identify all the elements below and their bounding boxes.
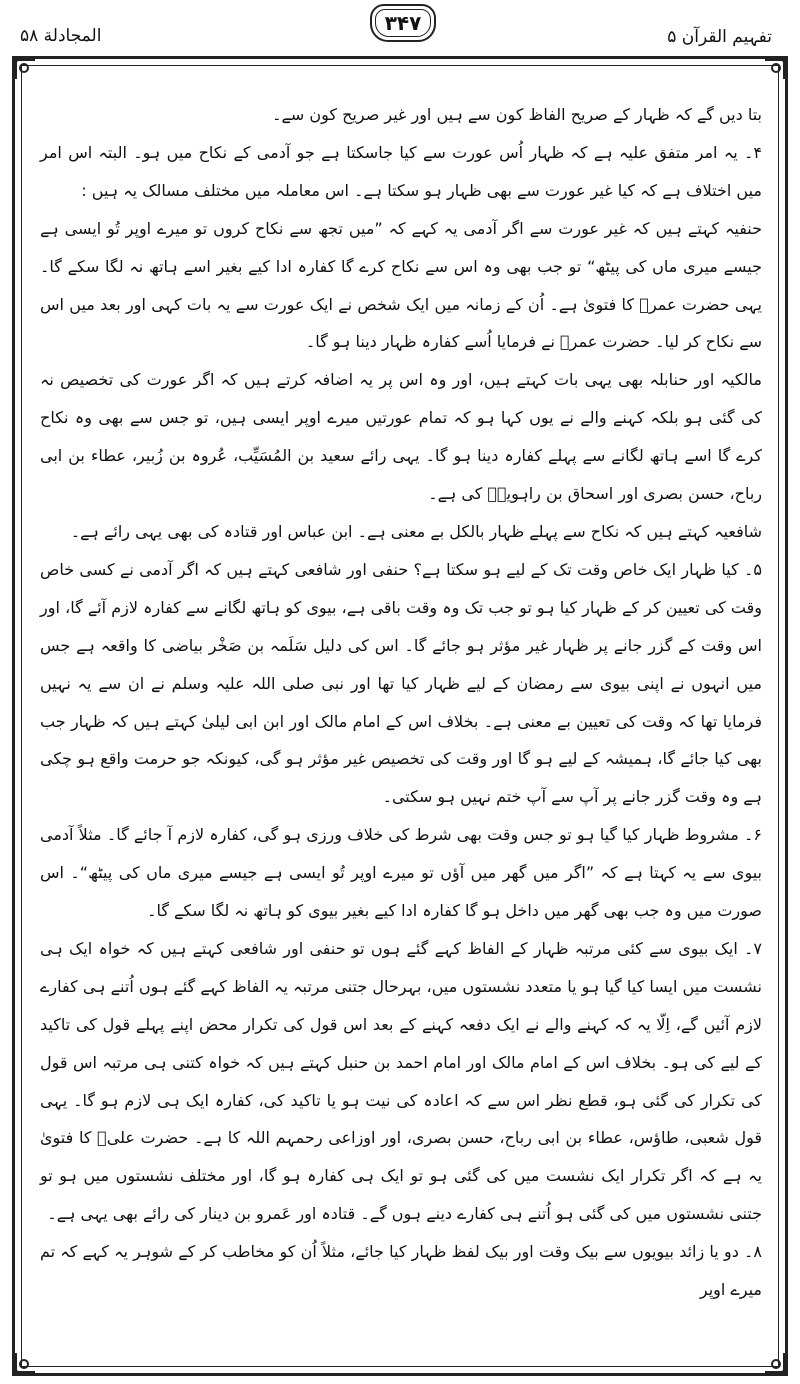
page-number: ۳۴۷: [384, 11, 422, 35]
book-title: تفہیم القرآن ۵: [667, 27, 772, 47]
paragraph: حنفیہ کہتے ہیں کہ غیر عورت سے اگر آدمی یہ کہے کہ ”میں تجھ سے نکاح کروں تو میرے اوپر تُو ایسی ہے جیسے میری ماں کی پیٹھ“ تو جب بھی وہ اس سے نکاح کرے گا کفارہ ادا کیے بغیر اسے ہاتھ نہ لگا سکے گا۔ یہی حضرت عمرؓ کا فتویٰ ہے۔ اُن کے زمانہ میں ایک شخص نے ایک عورت سے یہ بات کہی اور بعد میں اس سے نکاح کر لیا۔ حضرت عمرؓ نے فرمایا اُسے کفارہ ظہار دینا ہو گا۔: [40, 218, 762, 352]
surah-title: المجادلة ۵۸: [20, 26, 102, 46]
paragraph: مالکیہ اور حنابلہ بھی یہی بات کہتے ہیں، اور وہ اس پر یہ اضافہ کرتے ہیں کہ اگر عورت کی تخصیص نہ کی گئی ہو بلکہ کہنے والے نے یوں کہا ہو کہ تمام عورتیں میرے اوپر ایسی ہیں، تو جس سے بھی وہ نکاح کرے گا اسے ہاتھ لگانے سے پہلے کفارہ دینا ہو گا۔ یہی رائے سعید بن المُسَیِّب، عُروہ بن زُبیر، عطاء بن ابی رباح، حسن بصری اور اسحاق بن راہویہؒ کی ہے۔: [40, 370, 762, 504]
corner-ornament-icon: [763, 1351, 789, 1377]
paragraph: بتا دیں گے کہ ظہار کے صریح الفاظ کون سے ہیں اور غیر صریح کون سے۔: [272, 105, 762, 124]
body-text: [40, 96, 762, 1356]
corner-ornament-icon: [11, 1351, 37, 1377]
paragraph: شافعیہ کہتے ہیں کہ نکاح سے پہلے ظہار بالکل بے معنی ہے۔ ابن عباس اور قتادہ کی بھی یہی رائے ہے۔: [70, 521, 762, 541]
paragraph: ۷۔ ایک بیوی سے کئی مرتبہ ظہار کے الفاظ کہے گئے ہوں تو حنفی اور شافعی کہتے ہیں کہ خواہ ایک ہی نشست میں ایسا کیا گیا ہو یا متعدد نشستوں میں، بہرحال جتنی مرتبہ یہ الفاظ کہے گئے ہوں اُتنے ہی کفارے لازم آئیں گے، اِلّا یہ کہ کہنے والے نے ایک دفعہ کہنے کے بعد اس قول کی تکرار محض اپنے پہلے قول کی تاکید کے لیے کی ہو۔ بخلاف اس کے امام مالک اور امام احمد بن حنبل کہتے ہیں کہ خواہ کتنی ہی مرتبہ اس قول کی تکرار کی گئی ہو، قطع نظر اس سے کہ اعادہ کی نیت ہو یا تاکید کی، کفارہ ایک ہی لازم ہو گا۔ یہی قول شعبی، طاؤس، عطاء بن ابی رباح، حسن بصری، اور اوزاعی رحمہم اللہ کا ہے۔ حضرت علیؓ کا فتویٰ یہ ہے کہ اگر تکرار ایک نشست میں کی گئی ہو تو ایک ہی کفارہ ہو گا، اور مختلف نشستوں میں ہو تو جتنی نشستوں میں کی گئی ہو اُتنے ہی کفارے دینے ہوں گے۔ قتادہ اور عَمرو بن دینار کی رائے بھی یہی ہے۔: [40, 938, 762, 1224]
corner-ornament-icon: [11, 55, 37, 81]
page-header: [0, 0, 800, 56]
paragraph: ۵۔ کیا ظہار ایک خاص وقت تک کے لیے ہو سکتا ہے؟ حنفی اور شافعی کہتے ہیں کہ اگر آدمی نے کسی خاص وقت کی تعیین کر کے ظہار کیا ہو تو جب تک وہ وقت باقی ہے، بیوی کو ہاتھ لگانے سے کفارہ لازم آئے گا، اور اس وقت کے گزر جانے پر ظہار غیر مؤثر ہو جائے گا۔ اس کی دلیل سَلَمہ بن صَخْر بیاضی کا واقعہ ہے جس میں انہوں نے اپنی بیوی سے رمضان کے لیے ظہار کیا تھا اور نبی صلی اللہ علیہ وسلم نے ان سے یہ نہیں فرمایا تھا کہ وقت کی تعیین بے معنی ہے۔ بخلاف اس کے امام مالک اور ابن ابی لیلیٰ کہتے ہیں کہ ظہار جب بھی کیا جائے گا، ہمیشہ کے لیے ہو گا اور وقت کی تخصیص غیر مؤثر ہو گی، کیونکہ جو حرمت واقع ہو چکی ہے وہ وقت گزر جانے پر آپ سے آپ ختم نہیں ہو سکتی۔: [40, 559, 762, 807]
corner-ornament-icon: [763, 55, 789, 81]
paragraph: ۴۔ یہ امر متفق علیہ ہے کہ ظہار اُس عورت سے کیا جاسکتا ہے جو آدمی کے نکاح میں ہو۔ البتہ اس امر میں اختلاف ہے کہ کیا غیر عورت سے بھی ظہار ہو سکتا ہے۔ اس معاملہ میں مختلف مسالک یہ ہیں :: [40, 142, 762, 200]
paragraph: ۸۔ دو یا زائد بیویوں سے بیک وقت اور بیک لفظ ظہار کیا جائے، مثلاً اُن کو مخاطب کر کے شوہر یہ کہے کہ تم میرے اوپر: [40, 1242, 762, 1300]
page-number-badge: [370, 4, 436, 42]
paragraph: ۶۔ مشروط ظہار کیا گیا ہو تو جس وقت بھی شرط کی خلاف ورزی ہو گی، کفارہ لازم آ جائے گا۔ مثلاً آدمی بیوی سے یہ کہتا ہے کہ ”اگر میں گھر میں آؤں تو میرے اوپر تُو ایسی ہے جیسے میری ماں کی پیٹھ“۔ اس صورت میں وہ جب بھی گھر میں داخل ہو گا کفارہ ادا کیے بغیر بیوی کو ہاتھ نہ لگا سکے گا۔: [40, 825, 762, 921]
